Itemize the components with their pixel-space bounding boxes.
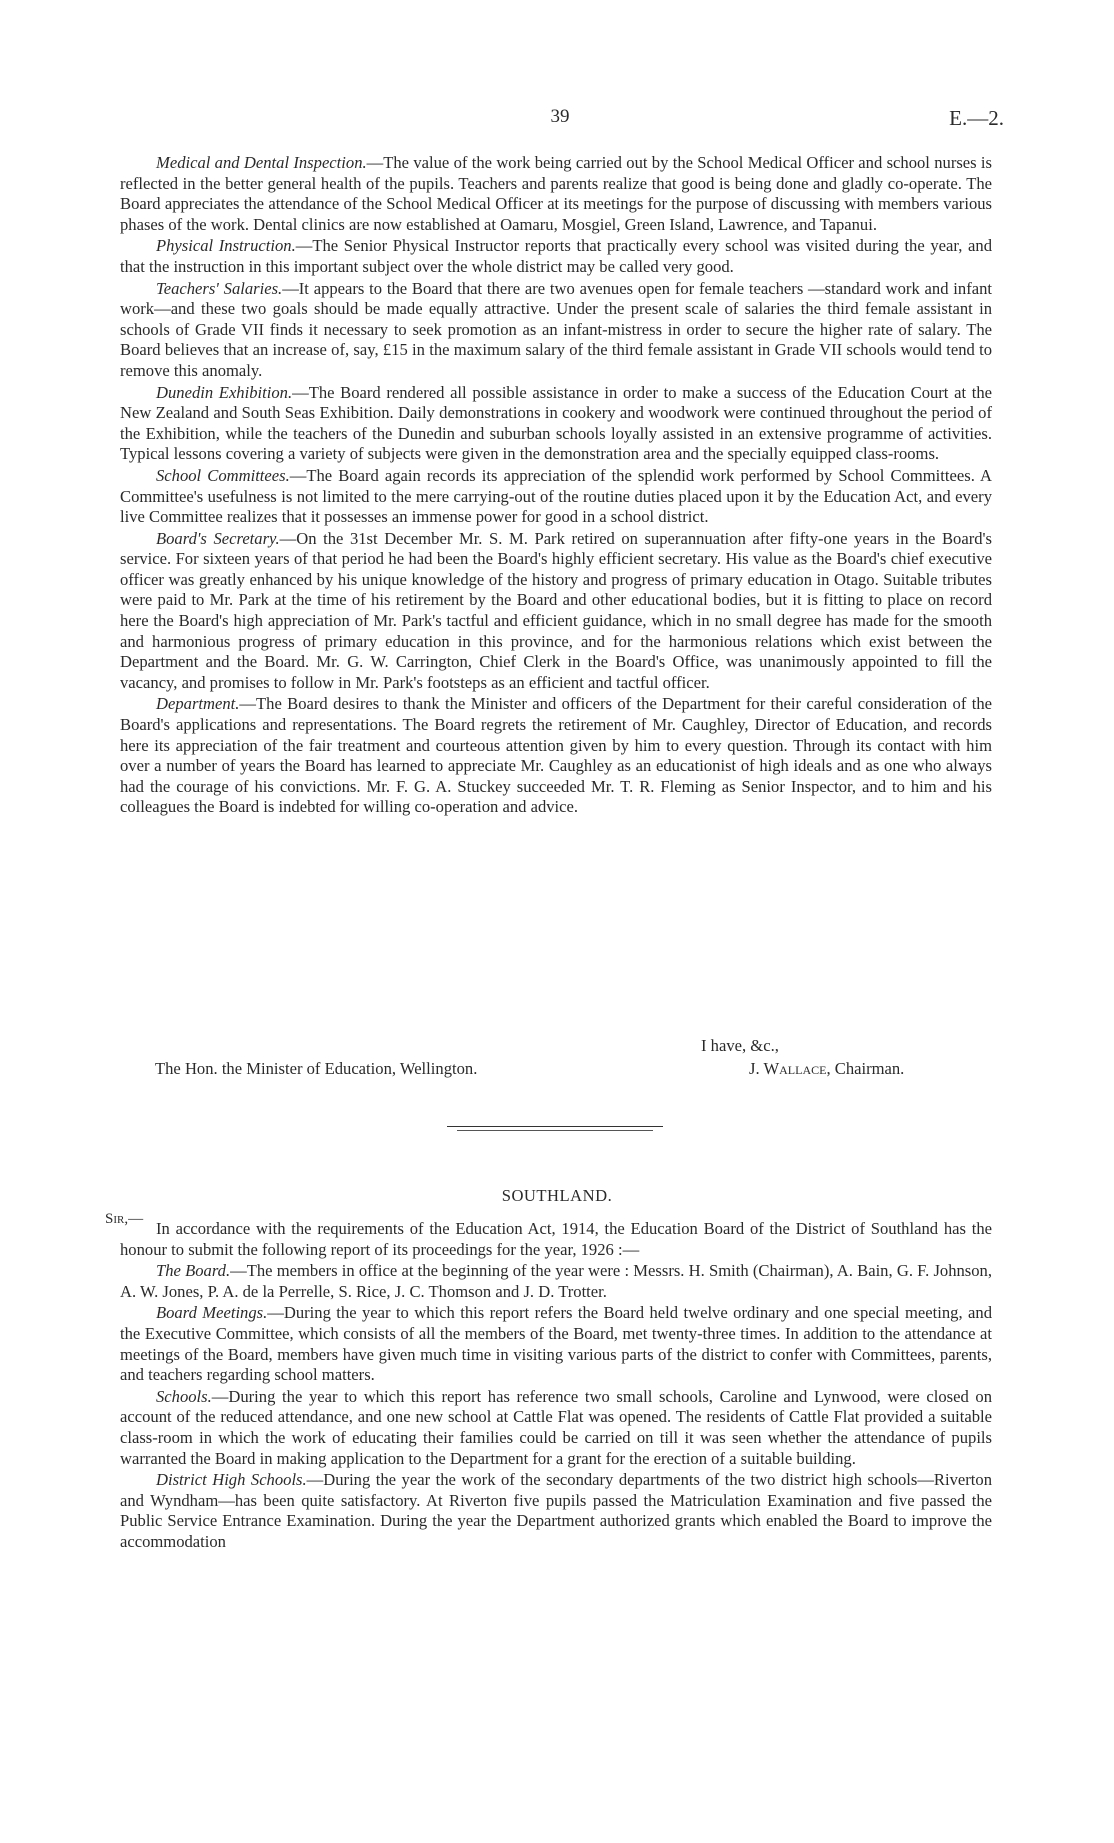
paragraph-district-high-schools [120,1470,992,1552]
signer-title: , Chairman. [826,1059,905,1078]
document-code: E.—2. [949,106,1004,130]
paragraph-text: —On the 31st December Mr. S. M. Park retired on superannuation after fifty-one years in the Board's service. For sixteen years of that period he had been the Board's highly efficient secretary. His value as the Board's chief executive officer was greatly enhanced by his unique knowledge of the history and progress of primary education in Otago. Suitable tributes were paid to Mr. Park at the time of his retirement by the Board and other educational bodies, but it is fitting to place on record here the Board's high appreciation of Mr. Park's tactful and efficient guidance, which in no small degree has made for the smooth and harmonious progress of primary education in this province, and for the harmonious relations which exist between the Department and the Board. Mr. G. W. Carrington, Chief Clerk in the Board's Office, was unanimously appointed to fill the vacancy, and promises to follow in Mr. Park's footsteps as an efficient and tactful officer. [120,528,992,692]
southland-report-body [120,1219,992,1553]
paragraph-heading: Physical Instruction. [156,236,296,256]
paragraph-text: —The members in office at the beginning of the year were : Messrs. H. Smith (Chairman), A. Bain, G. F. Johnson, A. W. Jones, P. A. de la Perrelle, S. Rice, J. C. Thomson and J. D. Trotter. [120,1261,992,1301]
paragraph-heading: Dunedin Exhibition. [156,382,293,402]
paragraph-school-committees [120,466,992,528]
paragraph-heading: The Board. [156,1261,231,1281]
paragraph-text: —The Board desires to thank the Minister and officers of the Department for their careful consideration of the Board's applications and representations. The Board regrets the retirement of Mr. Caughley, Director of Education, and records here its appreciation of the fair treatment and courteous attention given by him to every question. Through its contact with him over a number of years the Board has learned to appreciate Mr. Caughley as an educationist of high ideals and as one who always had the courage of his convictions. Mr. F. G. A. Stuckey succeeded Mr. T. R. Fleming as Senior Inspector, and to him and his colleagues the Board is indebted for willing co-operation and advice. [120,694,992,817]
paragraph-heading: Board Meetings. [156,1303,268,1323]
paragraph-boards-secretary [120,529,992,694]
paragraph-text: In accordance with the requirements of the Education Act, 1914, the Education Board of the District of Southland has the honour to submit the following report of its proceedings for the year, 1926 :— [120,1219,992,1259]
paragraph-dunedin-exhibition [120,383,992,465]
paragraph-text: —During the year the work of the secondary departments of the two district high schools—Riverton and Wyndham—has been quite satisfactory. At Riverton five pupils passed the Matriculation Examination and five passed the Public Service Entrance Examination. During the year the Department authorized grants which enabled the Board to improve the accommodation [120,1470,992,1551]
section-divider-thin [457,1130,653,1131]
section-title: SOUTHLAND. [501,1186,613,1205]
paragraph-text: —The Senior Physical Instructor reports that practically every school was visited during the year, and that the instruction in this important subject over the whole district may be called very good. [120,236,992,276]
paragraph-text: —It appears to the Board that there are two avenues open for female teachers —standard work and infant work—and these two goals should be made equally attractive. Under the present scale of salaries the third female assistant in schools of Grade VII finds it necessary to seek promotion as an infant-mistress in order to secure the higher rate of salary. The Board believes that an increase of, say, £15 in the maximum salary of the third female assistant in Grade VII schools would tend to remove this anomaly. [120,278,992,380]
paragraph-text: —The Board again records its appreciation of the splendid work performed by School Committees. A Committee's usefulness is not limited to the mere carrying-out of the routine duties placed upon it by the Education Act, and every live Committee realizes that it possesses an immense power for good in a school district. [120,465,992,527]
addressee-line: The Hon. the Minister of Education, Wellington. [155,1059,478,1078]
salutation: Sir,— [105,1211,144,1227]
paragraph-the-board [120,1261,992,1302]
page-number: 39 [550,106,570,127]
paragraph-teachers-salaries [120,279,992,382]
paragraph-text: —During the year to which this report has reference two small schools, Caroline and Lynwood, were closed on account of the reduced attendance, and one new school at Cattle Flat was opened. The residents of Cattle Flat provided a suitable class-room in which the work of educating their families could be carried on till it was seen whether the attendance of pupils warranted the Board in making application to the Department for a grant for the erection of a suitable building. [120,1386,992,1468]
paragraph-heading: District High Schools. [156,1470,307,1490]
signer-name: J. Wallace [749,1059,827,1078]
paragraph-department [120,694,992,818]
paragraph-heading: Medical and Dental Inspection. [156,153,367,172]
paragraph-text: —During the year to which this report refers the Board held twelve ordinary and one special meeting, and the Executive Committee, which consists of all the members of the Board, met twenty-three times. In addition to the attendance at meetings of the Board, members have given much time in visiting various parts of the district to confer with Committees, parents, and teachers regarding school matters. [120,1303,992,1385]
paragraph-heading: Schools. [156,1386,212,1406]
paragraph-schools [120,1387,992,1469]
paragraph-physical-instruction [120,236,992,277]
paragraph-text: —The value of the work being carried out by the School Medical Officer and school nurses is reflected in the better general health of the pupils. Teachers and parents realize that good is being done and gladly co-operate. The Board appreciates the attendance of the School Medical Officer at its meetings for the purpose of discussing with members various phases of the work. Dental clinics are now established at Oamaru, Mosgiel, Green Island, Lawrence, and Tapanui. [120,153,993,234]
signature-line [749,1059,904,1079]
paragraph-heading: School Committees. [156,465,290,485]
paragraph-medical-dental [120,153,992,235]
paragraph-heading: Department. [156,694,240,714]
otago-report-body [120,153,992,818]
paragraph-heading: Board's Secretary. [156,528,280,548]
i-have-line: I have, &c., [701,1036,779,1055]
section-divider [447,1126,663,1127]
paragraph-heading: Teachers' Salaries. [156,278,283,298]
paragraph-text: —The Board rendered all possible assistance in order to make a success of the Education Court at the New Zealand and South Seas Exhibition. Daily demonstrations in cookery and woodwork were continued throughout the period of the Exhibition, while the teachers of the Dunedin and suburban schools loyally assisted in an extensive programme of activities. Typical lessons covering a variety of subjects were given in the demonstration area and the specially equipped class-rooms. [120,382,992,464]
paragraph-intro [120,1219,992,1260]
paragraph-board-meetings [120,1303,992,1385]
